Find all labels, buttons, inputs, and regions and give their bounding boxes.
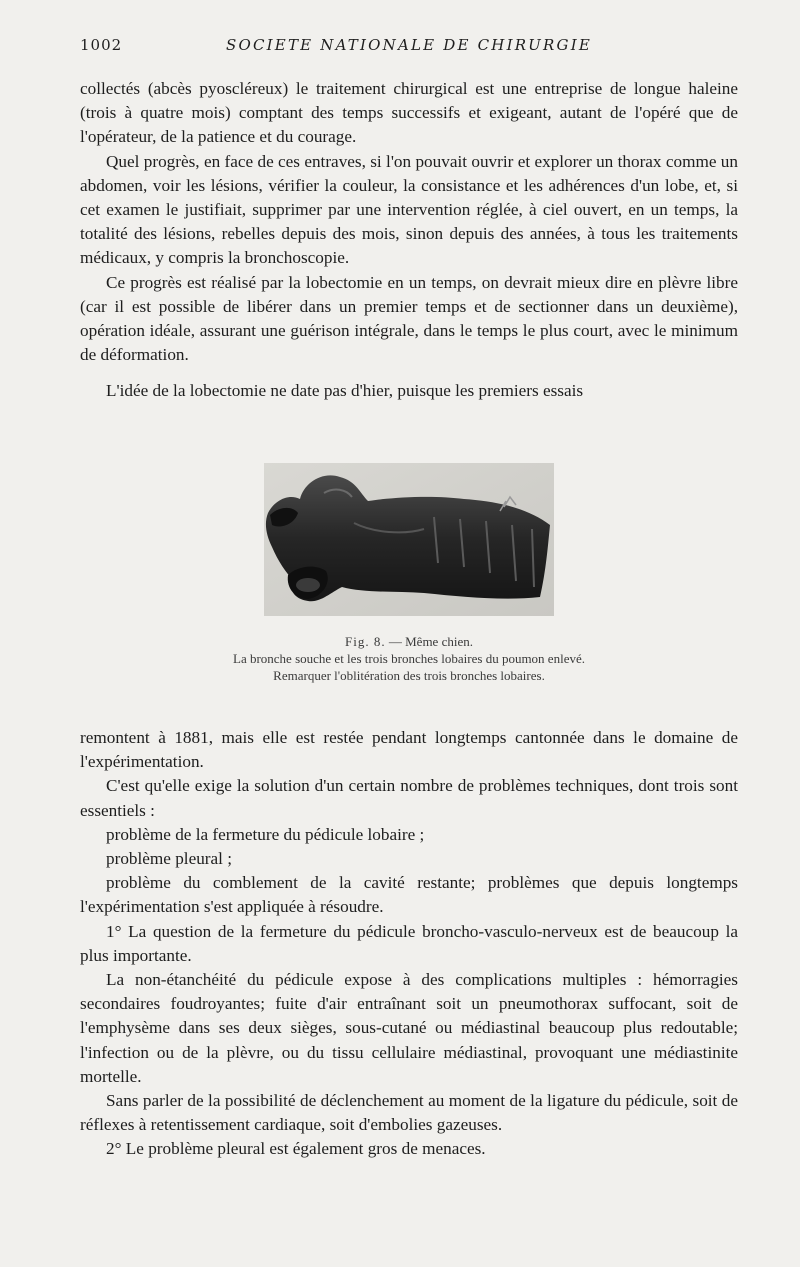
- text-block-bottom: [80, 726, 738, 1162]
- paragraph: collectés (abcès pyoscléreux) le traitement chirurgical est une entreprise de longue haleine (trois à quatre mois) comptant des temps successifs et exigeant, autant de l'opéré que de l'opérateur, de la patience et du courage.: [80, 79, 738, 147]
- list-item: problème de la fermeture du pédicule lobaire ;: [106, 824, 425, 844]
- figure-caption-line: Remarquer l'oblitération des trois bronches lobaires.: [273, 668, 545, 683]
- paragraph: Sans parler de la possibilité de déclenchement au moment de la ligature du pédicule, soit de réflexes à retentissement cardiaque, soit d'embolies gazeuses.: [80, 1091, 738, 1135]
- paragraph: Ce progrès est réalisé par la lobectomie en un temps, on devrait mieux dire en plèvre libre (car il est possible de libérer dans un premier temps et de sectionner dans un deuxième), opération idéale, assurant une guérison intégrale, dans le temps le plus court, avec le minimum de déformation.: [80, 272, 738, 365]
- paragraph: remontent à 1881, mais elle est restée pendant longtemps cantonnée dans le domaine de l'expérimentation.: [80, 728, 738, 772]
- text-block-top: [80, 77, 738, 404]
- paragraph: 2° Le problème pleural est également gros de menaces.: [106, 1139, 486, 1159]
- paragraph: C'est qu'elle exige la solution d'un certain nombre de problèmes techniques, dont trois sont essentiels :: [80, 776, 738, 820]
- list-item: problème pleural ;: [106, 849, 232, 869]
- page-number: 1002: [80, 36, 123, 54]
- paragraph: Quel progrès, en face de ces entraves, si l'on pouvait ouvrir et explorer un thorax comme un abdomen, voir les lésions, vérifier la couleur, la consistance et les adhérences d'un lobe, et, si cet examen le justifiait, supprimer par une intervention réglée, à ciel ouvert, en un temps, la totalité des lésions, rebelles depuis des mois, sinon depuis des années, à tous les traitements médicaux, y compris la bronchoscopie.: [80, 151, 738, 268]
- paragraph: L'idée de la lobectomie ne date pas d'hier, puisque les premiers essais: [106, 381, 584, 401]
- bronchus-specimen-photo: [264, 463, 554, 616]
- figure-title: — Même chien.: [388, 634, 473, 649]
- list-item: problème du comblement de la cavité restante; problèmes que depuis longtemps l'expérimentation s'est appliquée à résoudre.: [80, 873, 738, 917]
- paragraph: La non-étanchéité du pédicule expose à des complications multiples : hémorragies secondaires foudroyantes; fuite d'air entraînant soit un pneumothorax suffocant, soit de l'emphysème dans ses deux sièges, sous-cutané ou médiastinal beaucoup plus redoutable; l'infection ou de la plèvre, ou du tissu cellulaire médiastinal, provoquant une médiastinite mortelle.: [80, 970, 738, 1086]
- paragraph: 1° La question de la fermeture du pédicule broncho-vasculo-nerveux est de beaucoup la plus importante.: [80, 921, 738, 965]
- figure-label: Fig. 8.: [345, 634, 386, 649]
- running-header: [80, 36, 738, 58]
- figure-photo: [264, 463, 554, 616]
- running-title: SOCIETE NATIONALE DE CHIRURGIE: [226, 36, 592, 54]
- figure-caption: [80, 633, 738, 684]
- figure-caption-line: La bronche souche et les trois bronches lobaires du poumon enlevé.: [233, 651, 585, 666]
